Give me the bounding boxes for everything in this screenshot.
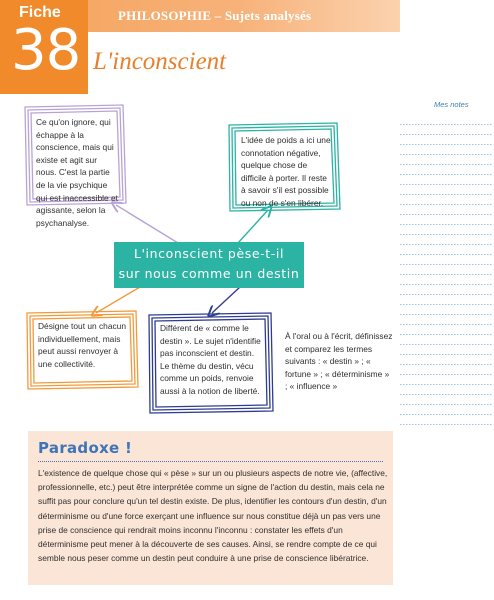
paradox-text: L'existence de quelque chose qui « pèse » sur un ou plusieurs aspects de notre vie, (affective, professionnelle, etc.) peut être interprétée comme un signe de l'action du destin, mais cela ne suffit pas pour conclure qu'un tel destin existe. De plus, identifier les contours d'un destin, d'un déterminisme ou d'une force exerçant une influence sur nous constitue déjà un pas vers une prise de conscience qui rendrait moins inconnu l'inconnu : constater les effets d'un déterminisme peut mener à la découverte de ses causes. Ainsi, se rendre compte de ce qui semble nous peser comme un destin peut conduire à une prise de conscience libératrice. — [38, 468, 388, 564]
paradox-title: Paradoxe ! — [38, 439, 133, 457]
central-question-line1: L'inconscient pèse-t-il — [133, 246, 285, 261]
paradox-divider — [38, 461, 383, 462]
arrow-to-top-right — [238, 210, 268, 243]
box-top-left-text: Ce qu'on ignore, qui échappe à la conscience, mais qui existe et agit sur nous. C'est la partie de la vie psychique qui est inaccessible et agissante, selon la psychanalyse. — [36, 117, 118, 228]
page-title: L'inconscient — [93, 48, 227, 75]
central-question-line2: sur nous comme un destin ? — [118, 266, 300, 301]
notes-title: Mes notes — [434, 100, 469, 109]
fiche-label: Fiche — [19, 4, 61, 21]
paradox-section — [28, 431, 393, 585]
box-top-right-text: L'idée de poids a ici une connotation négative, quelque chose de difficile à porter. Il reste à savoir s'il est possible ou non de s'en libérer. — [241, 135, 331, 208]
box-bottom-middle-text: Différent de « comme le destin ». Le sujet n'identifie pas inconscient et destin. Le thème du destin, vécu comme un poids, renvoie aussi à la notion de liberté. — [160, 323, 261, 396]
arrow-to-top-left — [116, 205, 178, 243]
fiche-number: 38 — [11, 18, 81, 83]
header-subject: PHILOSOPHIE – Sujets analysés — [118, 8, 312, 23]
central-question — [114, 242, 304, 301]
box-bottom-left-text: Désigne tout un chacun individuellement, mais peut aussi renvoyer à une collectivité. — [38, 321, 126, 369]
exercise-note: À l'oral ou à l'écrit, définissez et comparez les termes suivants : « destin » ; « fortune » ; « déterminisme » ; « influence » — [285, 331, 393, 392]
